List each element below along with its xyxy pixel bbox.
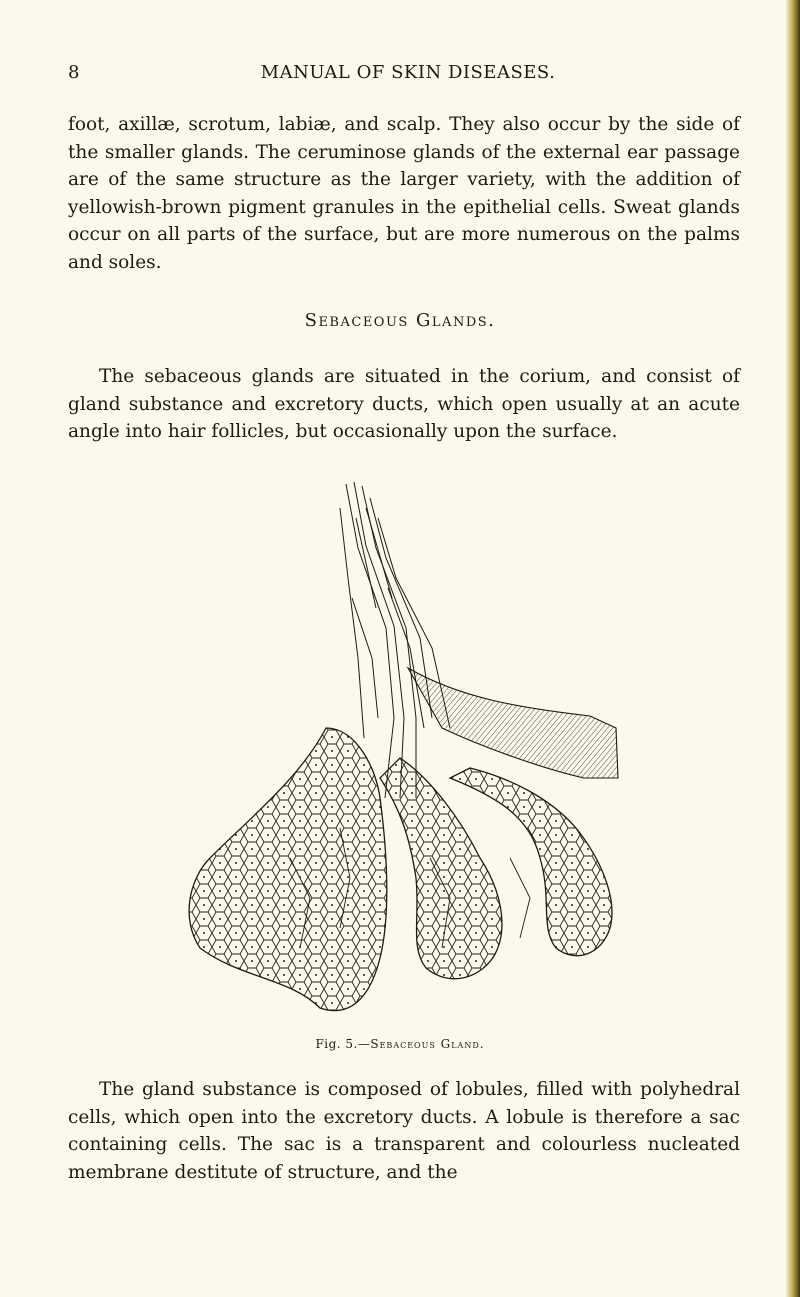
- section-heading: Sebaceous Glands.: [304, 310, 496, 331]
- paragraph-gland-substance: The gland substance is composed of lobules, filled with polyhedral cells, which open into the excretory ducts. A lobule is therefore a sac containing cells. The sac is a transparent and colourless nucleated membrane destitute of structure, and the: [68, 1079, 740, 1183]
- paragraph-sebaceous: The sebaceous glands are situated in the corium, and consist of gland substance and excretory ducts, which open usually at an acute angle into hair follicles, but occasionally upon the surface.: [68, 366, 740, 442]
- left-lobule: [189, 728, 387, 1011]
- figure-caption: [0, 1037, 800, 1051]
- page-edge-shadow: [786, 0, 800, 1297]
- running-title: MANUAL OF SKIN DISEASES.: [260, 62, 556, 83]
- sebaceous-gland-illustration: [180, 478, 630, 1018]
- figure-label: Fig. 5.—: [315, 1037, 371, 1051]
- excretory-duct: [408, 668, 618, 778]
- figure-sebaceous-gland: [180, 478, 630, 1018]
- figure-title: Sebaceous Gland.: [370, 1037, 485, 1051]
- page-number: 8: [68, 62, 80, 83]
- paragraph-intro: foot, axillæ, scrotum, labiæ, and scalp. They also occur by the side of the smaller glands. The ceruminose glands of the external ear passage are of the same structure as the larger variety, with the addition of yellowish-brown pigment granules in the epithelial cells. Sweat glands occur on all parts of the surface, but are more numerous on the palms and soles.: [68, 114, 740, 273]
- running-head: [68, 62, 748, 92]
